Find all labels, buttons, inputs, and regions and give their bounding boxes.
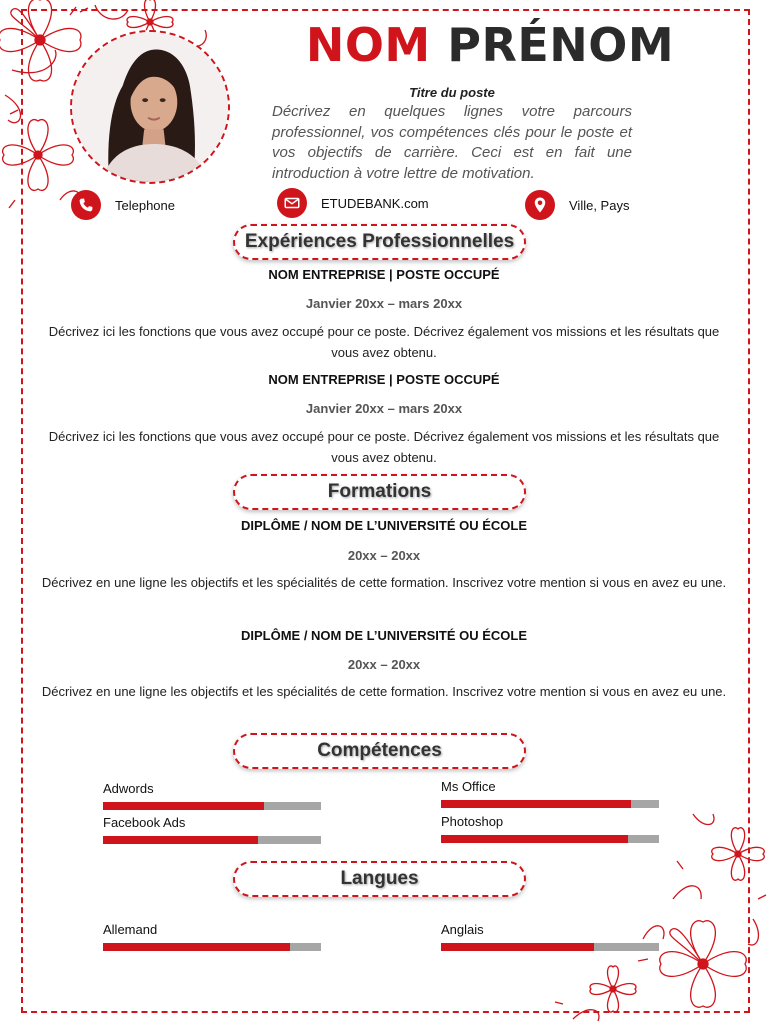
skill-name: Photoshop [441, 814, 504, 829]
experience-2-description: Décrivez ici les fonctions que vous avez occupé pour ce poste. Décrivez également vos missions et les résultats que vous avez obtenu. [48, 429, 720, 465]
education-1-title: DIPLÔME / NOM DE L’UNIVERSITÉ OU ÉCOLE [240, 518, 528, 533]
skill-name: Facebook Ads [103, 815, 186, 830]
language-bar-fill [441, 943, 594, 951]
email-text: ETUDEBANK.com [321, 195, 429, 211]
profile-photo [70, 30, 230, 184]
skill-bar-fill [103, 836, 258, 844]
language-name: Allemand [103, 922, 158, 937]
skill-name: Adwords [103, 781, 154, 796]
job-title: Titre du poste [409, 85, 495, 100]
contact-phone [71, 190, 175, 220]
language-item [441, 922, 661, 951]
last-name: NOM [305, 18, 431, 72]
experience-2-title: NOM ENTREPRISE | POSTE OCCUPÉ [268, 372, 500, 387]
skill-item [103, 781, 323, 810]
skill-bar-track [103, 802, 321, 810]
education-2-dates: 20xx – 20xx [347, 657, 421, 672]
skill-item [103, 815, 323, 844]
location-text: Ville, Pays [569, 197, 630, 213]
language-item [103, 922, 323, 951]
envelope-icon [277, 188, 307, 218]
skill-bar-fill [441, 835, 628, 843]
intro-paragraph: Décrivez en quelques lignes votre parcours professionnel, vos compétences clés pour le poste et vos objectifs de carrière. Ceci est en fait une introduction à votre lettre de motivation. [272, 103, 632, 182]
phone-icon [71, 190, 101, 220]
language-bar-fill [103, 943, 290, 951]
language-name: Anglais [441, 922, 484, 937]
skill-bar-fill [441, 800, 631, 808]
experience-1-title: NOM ENTREPRISE | POSTE OCCUPÉ [268, 267, 500, 282]
education-1-dates: 20xx – 20xx [347, 548, 421, 563]
education-1-description: Décrivez en une ligne les objectifs et les spécialités de cette formation. Inscrivez votre mention si vous en avez eu une. [41, 575, 727, 590]
map-pin-icon [525, 190, 555, 220]
language-bar-track [103, 943, 321, 951]
candidate-name [240, 18, 740, 72]
education-2-description: Décrivez en une ligne les objectifs et les spécialités de cette formation. Inscrivez votre mention si vous en avez eu une. [41, 684, 727, 699]
section-heading-experience: Expériences Professionnelles [233, 224, 526, 260]
experience-2-dates: Janvier 20xx – mars 20xx [305, 401, 463, 416]
contact-email [277, 188, 429, 218]
skill-name: Ms Office [441, 779, 496, 794]
portrait-image [72, 32, 228, 182]
first-name: PRÉNOM [447, 18, 675, 72]
contact-location [525, 190, 629, 220]
language-bar-track [441, 943, 659, 951]
section-heading-languages: Langues [233, 861, 526, 897]
experience-1-dates: Janvier 20xx – mars 20xx [305, 296, 463, 311]
experience-1-description: Décrivez ici les fonctions que vous avez occupé pour ce poste. Décrivez également vos missions et les résultats que vous avez obtenu. [48, 324, 720, 360]
education-2-title: DIPLÔME / NOM DE L’UNIVERSITÉ OU ÉCOLE [240, 628, 528, 643]
skill-item [441, 814, 661, 843]
section-heading-education: Formations [233, 474, 526, 510]
skill-bar-track [441, 800, 659, 808]
section-heading-skills: Compétences [233, 733, 526, 769]
skill-item [441, 779, 661, 808]
skill-bar-track [441, 835, 659, 843]
skill-bar-fill [103, 802, 264, 810]
phone-text: Telephone [115, 197, 175, 213]
skill-bar-track [103, 836, 321, 844]
